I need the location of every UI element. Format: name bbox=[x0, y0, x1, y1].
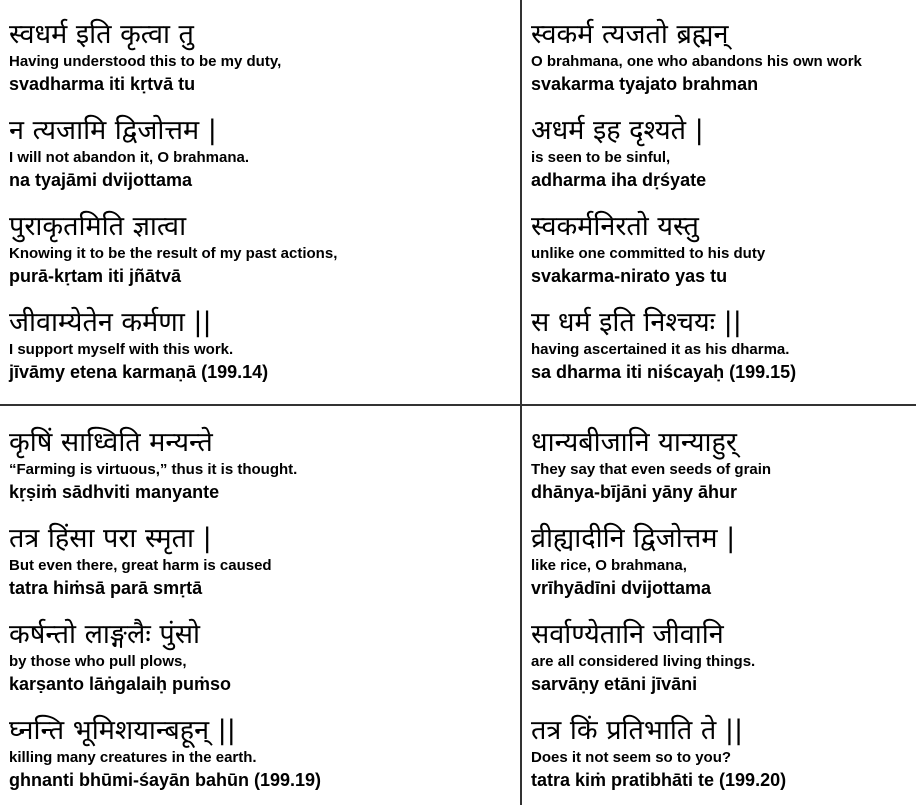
verse-line bbox=[531, 114, 916, 210]
english-translation: by those who pull plows, bbox=[9, 653, 187, 670]
sanskrit-text: व्रीह्यादीनि द्विजोत्तम | bbox=[531, 523, 736, 554]
transliteration: tatra kiṁ pratibhāti te (199.20) bbox=[531, 770, 787, 790]
verse-199-14 bbox=[0, 0, 521, 405]
sanskrit-text: कृषिं साध्विति मन्यन्ते bbox=[9, 427, 213, 458]
transliteration: purā-kṛtam iti jñātvā bbox=[9, 266, 182, 286]
transliteration: jīvāmy etena karmaṇā (199.14) bbox=[9, 362, 269, 382]
english-translation: I support myself with this work. bbox=[9, 341, 234, 358]
sanskrit-text: तत्र हिंसा परा स्मृता | bbox=[9, 523, 212, 554]
english-translation: having ascertained it as his dharma. bbox=[531, 341, 790, 358]
transliteration: svadharma iti kṛtvā tu bbox=[9, 74, 196, 94]
transliteration: svakarma-nirato yas tu bbox=[531, 266, 728, 286]
english-translation: Does it not seem so to you? bbox=[531, 749, 732, 766]
english-translation: unlike one committed to his duty bbox=[531, 245, 766, 262]
verse-line bbox=[531, 18, 916, 114]
verse-line bbox=[531, 618, 916, 714]
verse-line bbox=[531, 522, 916, 618]
verse-line bbox=[9, 714, 521, 810]
verse-199-19 bbox=[0, 405, 521, 805]
verse-199-20 bbox=[521, 405, 916, 805]
transliteration: na tyajāmi dvijottama bbox=[9, 170, 193, 190]
transliteration: tatra hiṁsā parā smṛtā bbox=[9, 578, 203, 598]
verse-line bbox=[9, 18, 521, 114]
transliteration: adharma iha dṛśyate bbox=[531, 170, 707, 190]
transliteration: sarvāṇy etāni jīvāni bbox=[531, 674, 698, 694]
transliteration: dhānya-bījāni yāny āhur bbox=[531, 482, 738, 502]
sanskrit-text: न त्यजामि द्विजोत्तम | bbox=[9, 115, 217, 146]
verse-199-15 bbox=[521, 0, 916, 405]
english-translation: But even there, great harm is caused bbox=[9, 557, 272, 574]
english-translation: Having understood this to be my duty, bbox=[9, 53, 282, 70]
transliteration: svakarma tyajato brahman bbox=[531, 74, 759, 94]
english-translation: “Farming is virtuous,” thus it is thought. bbox=[9, 461, 298, 478]
sanskrit-text: तत्र किं प्रतिभाति ते || bbox=[531, 715, 744, 746]
sanskrit-text: पुराकृतमिति ज्ञात्वा bbox=[9, 211, 187, 242]
transliteration: sa dharma iti niścayaḥ (199.15) bbox=[531, 362, 797, 382]
verse-line bbox=[9, 522, 521, 618]
english-translation: killing many creatures in the earth. bbox=[9, 749, 257, 766]
verse-line bbox=[9, 114, 521, 210]
verse-line bbox=[9, 618, 521, 714]
horizontal-divider bbox=[0, 404, 916, 406]
sanskrit-text: घ्नन्ति भूमिशयान्बहून् || bbox=[9, 715, 236, 746]
verse-line bbox=[531, 426, 916, 522]
transliteration: kṛṣiṁ sādhviti manyante bbox=[9, 482, 220, 502]
sanskrit-text: जीवाम्येतेन कर्मणा || bbox=[9, 307, 212, 338]
english-translation: O brahmana, one who abandons his own work bbox=[531, 53, 862, 70]
english-translation: They say that even seeds of grain bbox=[531, 461, 772, 478]
sanskrit-text: कर्षन्तो लाङ्गलैः पुंसो bbox=[9, 619, 200, 650]
verse-line bbox=[531, 714, 916, 810]
verse-line bbox=[9, 426, 521, 522]
english-translation: are all considered living things. bbox=[531, 653, 756, 670]
verse-line bbox=[531, 306, 916, 402]
sanskrit-text: धान्यबीजानि यान्याहुर् bbox=[531, 427, 737, 458]
sanskrit-text: स्वकर्म त्यजतो ब्रह्मन् bbox=[531, 19, 729, 50]
english-translation: like rice, O brahmana, bbox=[531, 557, 687, 574]
sanskrit-text: सर्वाण्येतानि जीवानि bbox=[531, 619, 724, 650]
transliteration: karṣanto lāṅgalaiḥ puṁso bbox=[9, 674, 232, 694]
transliteration: ghnanti bhūmi-śayān bahūn (199.19) bbox=[9, 770, 322, 790]
english-translation: I will not abandon it, O brahmana. bbox=[9, 149, 250, 166]
english-translation: Knowing it to be the result of my past actions, bbox=[9, 245, 338, 262]
transliteration: vrīhyādīni dvijottama bbox=[531, 578, 712, 598]
sanskrit-text: अधर्म इह दृश्यते | bbox=[531, 115, 704, 146]
sanskrit-text: स्वधर्म इति कृत्वा तु bbox=[9, 19, 194, 50]
sanskrit-text: स्वकर्मनिरतो यस्तु bbox=[531, 211, 699, 242]
verse-line bbox=[9, 306, 521, 402]
vertical-divider bbox=[520, 0, 522, 805]
verse-line bbox=[9, 210, 521, 306]
verse-line bbox=[531, 210, 916, 306]
english-translation: is seen to be sinful, bbox=[531, 149, 671, 166]
sanskrit-text: स धर्म इति निश्चयः || bbox=[531, 307, 742, 338]
